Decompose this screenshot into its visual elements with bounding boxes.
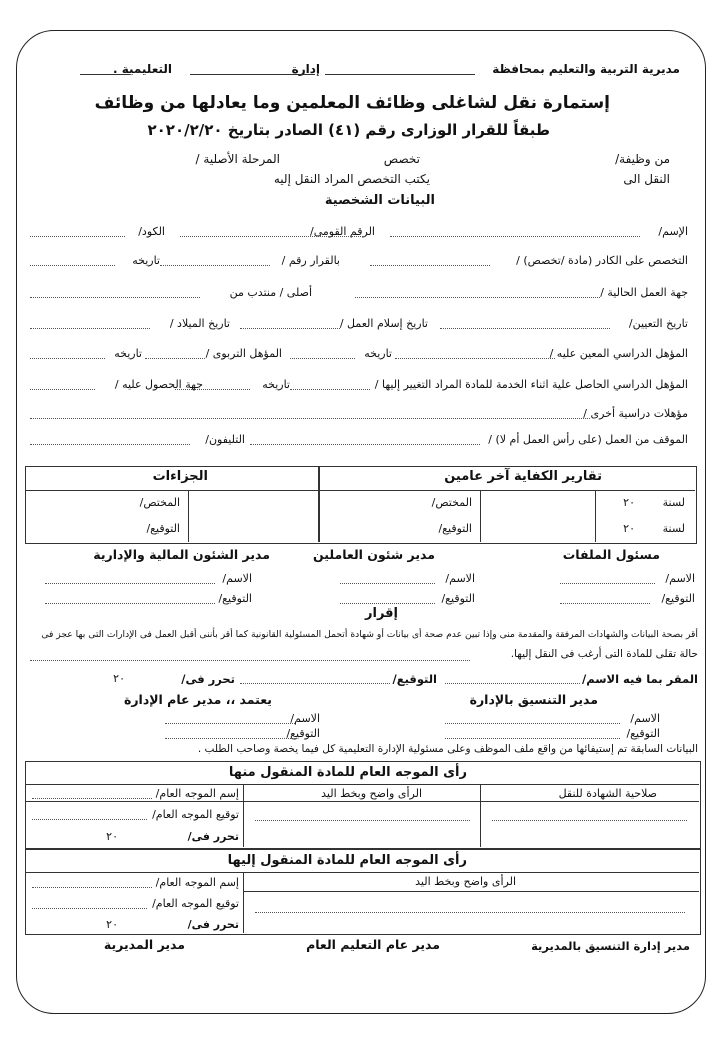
from-sup-name-label: إسم الموجه العام/ — [155, 787, 239, 800]
penalties-heading: الجزاءات — [152, 469, 208, 484]
appoint-date-label: تاريخ التعيين/ — [628, 317, 688, 330]
form-title: إستمارة نقل لشاغلى وظائف المعلمين وما يعادلها من وظائف — [94, 93, 610, 113]
header-edu: التعليمية . — [112, 62, 172, 76]
staff-name-label: الاسم/ — [445, 572, 475, 585]
to-opinion-col-header: الرأى واضح وبخط اليد — [415, 875, 516, 888]
header-directorate: مديرية التربية والتعليم بمحافظة — [492, 62, 680, 76]
to-sup-name-field[interactable] — [32, 887, 152, 888]
declarant-written-label: تحرر فى/ — [181, 672, 235, 686]
qual-date-field[interactable] — [290, 358, 355, 359]
to-written-label: تحرر فى/ — [187, 918, 239, 931]
to-sup-name-label: إسم الموجه العام/ — [155, 876, 239, 889]
files-name-field[interactable] — [560, 583, 655, 584]
transfer-note: يكتب التخصص المراد النقل إليه — [273, 172, 430, 186]
approval-note: البيانات السابقة تم إستيفائها من واقع ملف الموظف وعلى مسئولية الإدارة التعليمية كل فيما يخصة وصاحب الطلب . — [197, 743, 698, 755]
approve-title: يعتمد ،، مدير عام الإدارة — [123, 692, 272, 707]
name-field[interactable] — [390, 236, 640, 237]
declarant-label: المقر بما فيه الاسم/ — [582, 672, 698, 686]
finance-manager-title: مدير الشئون المالية والإدارية — [93, 547, 270, 562]
from-supervisor-heading: رأى الموجه العام للمادة المنقول منها — [228, 765, 467, 780]
other-qual-field[interactable] — [30, 418, 590, 419]
staff-sign-field[interactable] — [340, 603, 435, 604]
birth-date-label: تاريخ الميلاد / — [169, 317, 230, 330]
footer-gm-title: مدير عام التعليم العام — [306, 937, 440, 952]
staff-name-field[interactable] — [340, 583, 435, 584]
decision-no-field[interactable] — [160, 265, 270, 266]
eff-signature-label: التوقيع/ — [438, 522, 472, 535]
from-sup-sign-label: توقيع الموجه العام/ — [152, 808, 239, 821]
qual-service-label: المؤهل الدراسي الحاصل علية اثناء الخدمة للمادة المراد التغيير إليها / — [374, 378, 688, 391]
pen-signature-label: التوقيع/ — [146, 522, 180, 535]
pen-specialist-label: المختص/ — [139, 496, 180, 509]
seconded-from-field[interactable] — [30, 297, 200, 298]
declaration-text-2: حالة تقلى للمادة التى أرغب فى النقل إليها. — [510, 648, 698, 660]
coord-name-field[interactable] — [445, 723, 620, 724]
qual-service-date-label: تاريخه — [262, 378, 290, 391]
finance-name-field[interactable] — [45, 583, 215, 584]
from-job-label: من وظيفة/ — [615, 152, 670, 166]
admin-fill-line — [190, 74, 315, 75]
to-year: ٢٠ — [106, 918, 118, 931]
to-sup-sign-label: توقيع الموجه العام/ — [152, 897, 239, 910]
qual-source-field[interactable] — [30, 389, 95, 390]
gm-sign-label: التوقيع/ — [286, 727, 320, 740]
gm-name-field[interactable] — [165, 723, 295, 724]
edu-qual-date-label: تاريخه — [114, 347, 142, 360]
phone-label: التليفون/ — [205, 433, 245, 446]
to-opinion-field[interactable] — [255, 912, 685, 913]
coord-title: مدير التنسيق بالإدارة — [469, 692, 598, 707]
declarant-sign-label: التوقيع/ — [392, 672, 437, 686]
to-supervisor-heading: رأى الموجه العام للمادة المنقول إليها — [227, 853, 467, 868]
specialty-label: تخصص — [383, 152, 420, 166]
finance-sign-field[interactable] — [45, 603, 215, 604]
efficiency-heading: تقارير الكفاية آخر عامين — [444, 469, 602, 484]
qual-appointed-field[interactable] — [395, 358, 555, 359]
from-sup-name-field[interactable] — [32, 798, 152, 799]
directorate-fill-line — [325, 74, 475, 75]
cadre-spec-field[interactable] — [370, 265, 490, 266]
coord-sign-label: التوقيع/ — [626, 727, 660, 740]
year2-value: ٢٠ — [623, 522, 635, 535]
edu-fill-line — [80, 74, 130, 75]
year2-label: لسنة — [662, 522, 685, 535]
phone-field[interactable] — [30, 444, 190, 445]
staff-manager-title: مدير شئون العاملين — [313, 547, 435, 562]
eff-specialist1-label: المختص/ — [431, 496, 472, 509]
declaration-line — [30, 660, 470, 661]
name-label: الإسم/ — [658, 225, 688, 238]
assign-date-field[interactable] — [240, 328, 340, 329]
from-year: ٢٠ — [106, 830, 118, 843]
validity-col-header: صلاحية الشهادة للنقل — [558, 787, 657, 800]
national-id-field[interactable] — [180, 236, 365, 237]
form-subtitle: طبقاً للقرار الوزارى رقم (٤١) الصادر بتاريخ ٢٠٢٠/٢/٢٠ — [147, 121, 550, 139]
declarant-sign-field[interactable] — [240, 683, 390, 684]
position-label: الموقف من العمل (على رأس العمل أم لا) / — [488, 433, 688, 446]
staff-sign-label: التوقيع/ — [441, 592, 475, 605]
gm-name-label: الاسم/ — [290, 712, 320, 725]
footer-coord-title: مدير إدارة التنسيق بالمديرية — [531, 939, 690, 953]
qual-service-field[interactable] — [290, 389, 370, 390]
coord-sign-field[interactable] — [445, 738, 620, 739]
decision-no-label: بالقرار رقم / — [281, 254, 340, 267]
code-field[interactable] — [30, 236, 125, 237]
from-opinion-field[interactable] — [255, 820, 470, 821]
code-label: الكود/ — [138, 225, 165, 238]
finance-name-label: الاسم/ — [222, 572, 252, 585]
original-label: أصلى / منتدب من — [229, 286, 312, 299]
assign-date-label: تاريخ إسلام العمل / — [339, 317, 428, 330]
gm-sign-field[interactable] — [165, 738, 295, 739]
transfer-to-label: النقل الى — [623, 172, 670, 186]
edu-qual-field[interactable] — [145, 358, 205, 359]
from-sup-sign-field[interactable] — [32, 819, 147, 820]
finance-sign-label: التوقيع/ — [218, 592, 252, 605]
qual-appointed-label: المؤهل الدراسي المعين عليه / — [549, 347, 688, 360]
declarant-name-field[interactable] — [445, 683, 580, 684]
files-name-label: الاسم/ — [665, 572, 695, 585]
from-written-label: تحرر فى/ — [187, 830, 239, 843]
declaration-text-1: أقر بصحة البيانات والشهادات المرفقة والمقدمة منى وإذا تبين عدم صحة أى بيانات أو شهادة أتحمل المسئولية القانونية كما أقر بأننى أقبل العمل فى الإدارات التى بها عجز فى — [41, 629, 698, 640]
edu-qual-label: المؤهل التربوى / — [205, 347, 282, 360]
decision-date-field[interactable] — [30, 265, 115, 266]
declaration-heading: إقرار — [365, 606, 398, 621]
stage-label: المرحلة الأصلية / — [195, 152, 280, 166]
files-sign-label: التوقيع/ — [661, 592, 695, 605]
position-field[interactable] — [250, 444, 480, 445]
to-sup-sign-field[interactable] — [32, 908, 147, 909]
appoint-date-field[interactable] — [440, 328, 610, 329]
other-qual-label: مؤهلات دراسية أخرى / — [583, 407, 688, 420]
declarant-year: ٢٠ — [113, 672, 125, 685]
files-officer-title: مسئول الملفات — [562, 547, 660, 562]
qual-date-label: تاريخه — [364, 347, 392, 360]
footer-dir-title: مدير المديرية — [103, 937, 185, 952]
files-sign-field[interactable] — [560, 603, 650, 604]
workplace-field[interactable] — [355, 297, 600, 298]
from-opinion-col-header: الرأى واضح وبخط اليد — [321, 787, 422, 800]
cadre-spec-label: التخصص على الكادر (مادة /تخصص) / — [516, 254, 688, 267]
decision-date-label: تاريخه — [132, 254, 160, 267]
birth-date-field[interactable] — [30, 328, 150, 329]
year1-label: لسنة — [662, 496, 685, 509]
validity-field[interactable] — [492, 820, 687, 821]
coord-name-label: الاسم/ — [630, 712, 660, 725]
header-admin: إدارة — [291, 62, 320, 76]
workplace-label: جهة العمل الحالية / — [600, 286, 688, 299]
edu-qual-date-field[interactable] — [30, 358, 105, 359]
year1-value: ٢٠ — [623, 496, 635, 509]
qual-source-label: جهة الحصول عليه / — [114, 378, 203, 391]
national-id-label: الرقم القومى/ — [310, 225, 375, 238]
personal-heading: البيانات الشخصية — [324, 193, 435, 208]
